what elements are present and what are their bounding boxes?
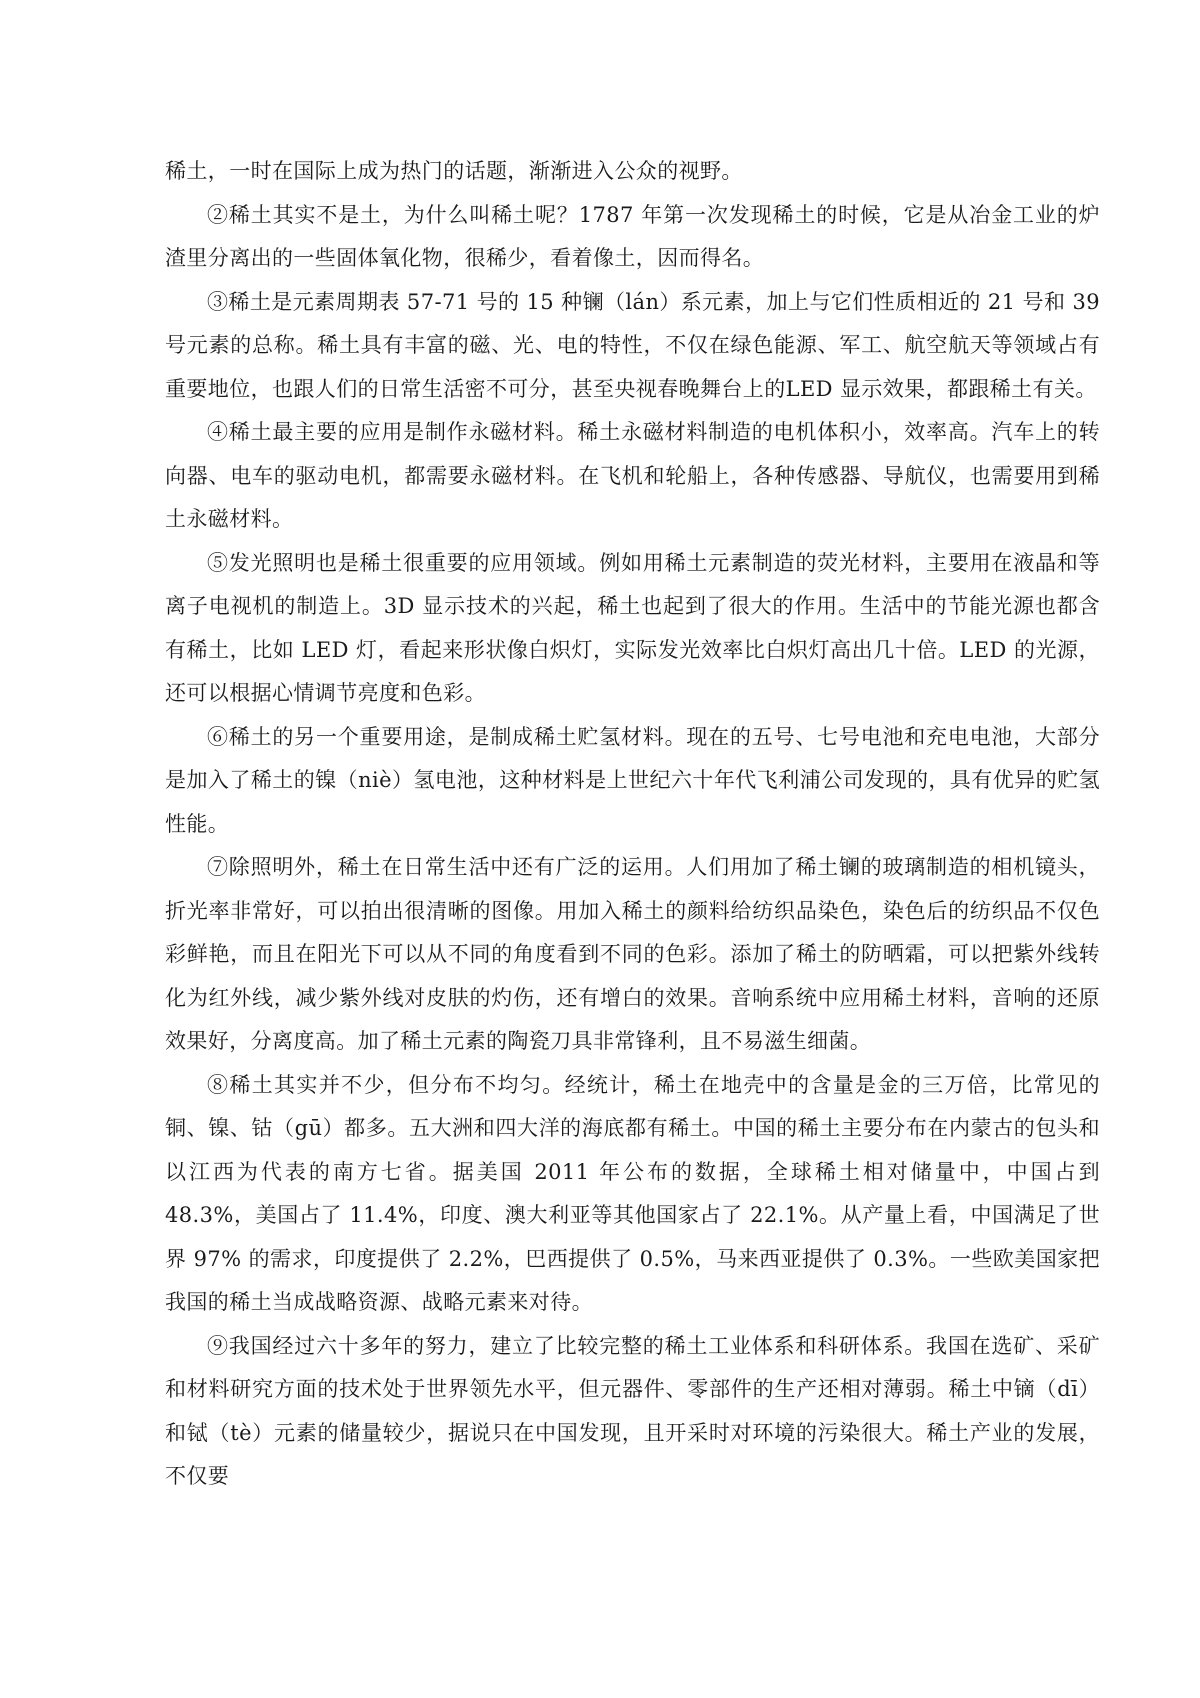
paragraph-2: ②稀土其实不是土，为什么叫稀土呢？1787 年第一次发现稀土的时候，它是从冶金工业的炉渣里分离出的一些固体氧化物，很稀少，看着像土，因而得名。 — [165, 202, 1100, 270]
paragraph-4: ④稀土最主要的应用是制作永磁材料。稀土永磁材料制造的电机体积小，效率高。汽车上的转向器、电车的驱动电机，都需要永磁材料。在飞机和轮船上，各种传感器、导航仪，也需要用到稀土永磁材料。 — [165, 420, 1100, 531]
paragraph-3: ③稀土是元素周期表 57-71 号的 15 种镧（lán）系元素，加上与它们性质相近的 21 号和 39 号元素的总称。稀土具有丰富的磁、光、电的特性，不仅在绿色能源、军工、航空航天等领域占有重要地位，也跟人们的日常生活密不可分，甚至央视春晚舞台上的LED 显示效果，都跟稀土有关。 — [165, 289, 1100, 401]
paragraph-1-continuation: 稀土，一时在国际上成为热门的话题，渐渐进入公众的视野。 — [165, 159, 743, 183]
paragraph-6: ⑥稀土的另一个重要用途，是制成稀土贮氢材料。现在的五号、七号电池和充电电池，大部分是加入了稀土的镍（niè）氢电池，这种材料是上世纪六十年代飞利浦公司发现的，具有优异的贮氢性能。 — [165, 724, 1100, 836]
paragraph-9: ⑨我国经过六十多年的努力，建立了比较完整的稀土工业体系和科研体系。我国在选矿、采矿和材料研究方面的技术处于世界领先水平，但元器件、零部件的生产还相对薄弱。稀土中镝（dī）和铽（tè）元素的储量较少，据说只在中国发现，且开采时对环境的污染很大。稀土产业的发展，不仅要 — [165, 1333, 1100, 1488]
paragraph-7: ⑦除照明外，稀土在日常生活中还有广泛的运用。人们用加了稀土镧的玻璃制造的相机镜头，折光率非常好，可以拍出很清晰的图像。用加入稀土的颜料给纺织品染色，染色后的纺织品不仅色彩鲜艳，而且在阳光下可以从不同的角度看到不同的色彩。添加了稀土的防晒霜，可以把紫外线转化为红外线，减少紫外线对皮肤的灼伤，还有增白的效果。音响系统中应用稀土材料，音响的还原效果好，分离度高。加了稀土元素的陶瓷刀具非常锋利，且不易滋生细菌。 — [165, 855, 1100, 1053]
paragraph-5: ⑤发光照明也是稀土很重要的应用领域。例如用稀土元素制造的荧光材料，主要用在液晶和等离子电视机的制造上。3D 显示技术的兴起，稀土也起到了很大的作用。生活中的节能光源也都含有稀土，比如 LED 灯，看起来形状像白炽灯，实际发光效率比白炽灯高出几十倍。LED 的光源，还可以根据心情调节亮度和色彩。 — [165, 550, 1100, 705]
article-body — [165, 150, 1100, 1499]
paragraph-8: ⑧稀土其实并不少，但分布不均匀。经统计，稀土在地壳中的含量是金的三万倍，比常见的铜、镍、钴（gū）都多。五大洲和四大洋的海底都有稀土。中国的稀土主要分布在内蒙古的包头和以江西为代表的南方七省。据美国 2011 年公布的数据，全球稀土相对储量中，中国占到 48.3%，美国占了 11.4%，印度、澳大利亚等其他国家占了 22.1%。从产量上看，中国满足了世界 97% 的需求，印度提供了 2.2%，巴西提供了 0.5%，马来西亚提供了 0.3%。一些欧美国家把我国的稀土当成战略资源、战略元素来对待。 — [165, 1072, 1100, 1314]
